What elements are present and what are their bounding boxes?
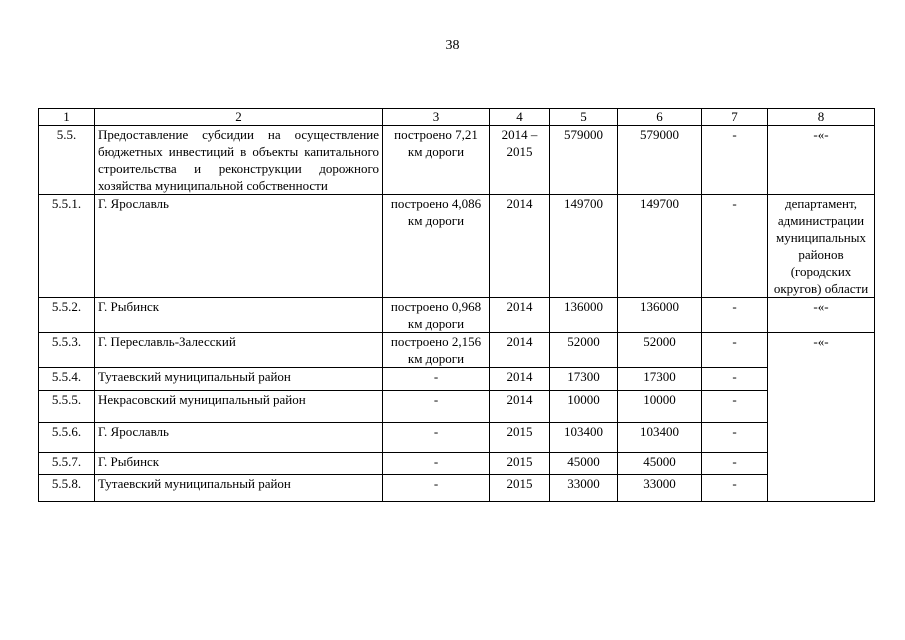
row-year: 2014	[490, 391, 550, 423]
row-col7: -	[702, 453, 768, 475]
row-name: Некрасовский муниципальный район	[95, 391, 383, 423]
row-number: 5.5.6.	[39, 423, 95, 453]
row-col6: 10000	[618, 391, 702, 423]
row-col8: департамент, администрации муниципальных районов (городских округов) области	[768, 195, 875, 298]
row-number: 5.5.3.	[39, 333, 95, 368]
row-year: 2014	[490, 195, 550, 298]
row-number: 5.5.5.	[39, 391, 95, 423]
row-col8: -«-	[768, 298, 875, 333]
row-result: построено 0,968 км дороги	[383, 298, 490, 333]
row-col7: -	[702, 195, 768, 298]
row-result: -	[383, 368, 490, 391]
column-header: 2	[95, 109, 383, 126]
row-col7: -	[702, 368, 768, 391]
column-header: 4	[490, 109, 550, 126]
row-year: 2015	[490, 475, 550, 502]
row-name: Г. Рыбинск	[95, 453, 383, 475]
row-year: 2014 – 2015	[490, 126, 550, 195]
row-number: 5.5.1.	[39, 195, 95, 298]
row-col7: -	[702, 423, 768, 453]
row-result: -	[383, 423, 490, 453]
row-col6: 52000	[618, 333, 702, 368]
row-col6: 45000	[618, 453, 702, 475]
table-row	[39, 333, 875, 368]
row-result: -	[383, 475, 490, 502]
column-header: 8	[768, 109, 875, 126]
row-col7: -	[702, 298, 768, 333]
table-row	[39, 453, 875, 475]
row-result: -	[383, 391, 490, 423]
row-col8: -«-	[768, 126, 875, 195]
row-col6: 136000	[618, 298, 702, 333]
table-row	[39, 195, 875, 298]
row-name: Г. Ярославль	[95, 195, 383, 298]
column-header: 6	[618, 109, 702, 126]
row-name: Предоставление субсидии на осуществление бюджетных инвестиций в объекты капитального строительства и реконструкции дорожного хозяйства муниципальной собственности	[95, 126, 383, 195]
column-header: 7	[702, 109, 768, 126]
row-col7: -	[702, 391, 768, 423]
row-col7: -	[702, 475, 768, 502]
row-col5: 103400	[550, 423, 618, 453]
row-col5: 136000	[550, 298, 618, 333]
row-col6: 103400	[618, 423, 702, 453]
row-number: 5.5.4.	[39, 368, 95, 391]
table-row	[39, 391, 875, 423]
row-number: 5.5.	[39, 126, 95, 195]
row-col7: -	[702, 126, 768, 195]
row-year: 2014	[490, 333, 550, 368]
header-row	[39, 109, 875, 126]
page-number: 38	[445, 38, 460, 53]
program-table	[38, 108, 875, 502]
row-result: построено 4,086 км дороги	[383, 195, 490, 298]
row-result: построено 7,21 км дороги	[383, 126, 490, 195]
row-number: 5.5.8.	[39, 475, 95, 502]
column-header: 3	[383, 109, 490, 126]
table-row	[39, 126, 875, 195]
row-year: 2014	[490, 298, 550, 333]
column-header: 1	[39, 109, 95, 126]
row-col6: 17300	[618, 368, 702, 391]
row-col6: 33000	[618, 475, 702, 502]
row-name: Г. Переславль-Залесский	[95, 333, 383, 368]
row-year: 2015	[490, 423, 550, 453]
row-col5: 10000	[550, 391, 618, 423]
row-col6: 149700	[618, 195, 702, 298]
row-name: Тутаевский муниципальный район	[95, 475, 383, 502]
row-name: Г. Ярославль	[95, 423, 383, 453]
row-col7: -	[702, 333, 768, 368]
row-name: Тутаевский муниципальный район	[95, 368, 383, 391]
row-name: Г. Рыбинск	[95, 298, 383, 333]
table-row	[39, 368, 875, 391]
row-col5: 579000	[550, 126, 618, 195]
table-row	[39, 298, 875, 333]
row-number: 5.5.2.	[39, 298, 95, 333]
row-number: 5.5.7.	[39, 453, 95, 475]
row-col6: 579000	[618, 126, 702, 195]
row-col5: 52000	[550, 333, 618, 368]
row-result: построено 2,156 км дороги	[383, 333, 490, 368]
row-col5: 45000	[550, 453, 618, 475]
row-year: 2014	[490, 368, 550, 391]
column-header: 5	[550, 109, 618, 126]
row-col8-merged: -«-	[768, 333, 875, 502]
table-row	[39, 475, 875, 502]
row-year: 2015	[490, 453, 550, 475]
row-col5: 17300	[550, 368, 618, 391]
row-col5: 149700	[550, 195, 618, 298]
row-col5: 33000	[550, 475, 618, 502]
table-row	[39, 423, 875, 453]
row-result: -	[383, 453, 490, 475]
